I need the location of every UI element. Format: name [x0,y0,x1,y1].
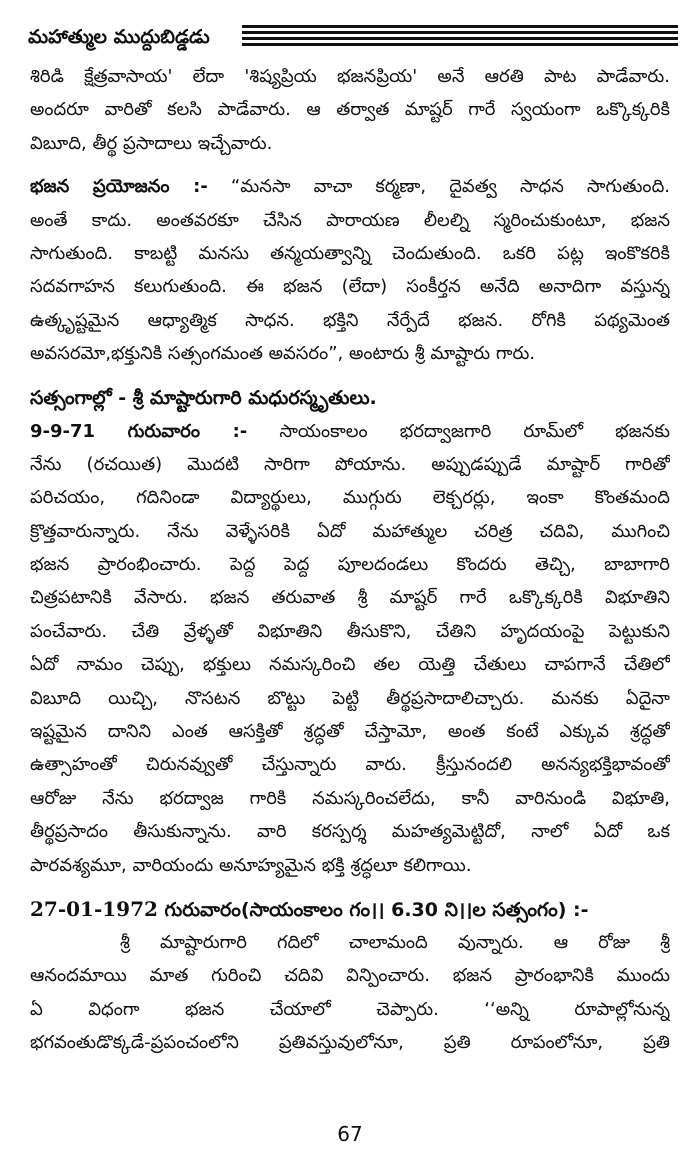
text-line: శ్రీ మాష్టారుగారి గదిలో చాలామంది వున్నారు. ఆ రోజు శ్రీ [120,931,670,953]
text-line: శిరిడి క్షేత్రవాసాయ' లేదా 'శిష్యప్రియ భజనప్రియ' అనే ఆరతి పాట పాడేవారు. [30,66,670,87]
text-line: నేను (రచయిత) మొదటి సారిగా పోయాను. అప్పుడప్పుడే మాష్టార్ గారితో [30,453,670,475]
entry-date: 27-01-1972 [30,896,158,921]
paragraph [30,60,670,160]
text-line: తీర్థప్రసాదం తీసుకున్నాను. వారి కరస్పర్శ మహత్యమెట్టిదో, నాలో ఏదో ఒక [30,821,670,843]
text-line: చిత్రపటానికి వేసారు. భజన తరువాత శ్రీ మాష్టర్ గారే ఒక్కొక్కరికి విభూతిని [30,587,670,609]
text-line: ఆనందమాయి మాత గురించి చదివి విన్పించారు. భజన ప్రారంభానికి ముందు [30,965,670,987]
text-line: పరిచయం, గదినిండా విద్యార్థులు, ముగ్గురు లెక్చరర్లు, ఇంకా కొంతమంది [30,487,670,509]
header-rule-lines [242,25,678,49]
text-line: ఏదో నామం చెప్పు, భక్తులు నమస్కరించి తల యెత్తి చేతులు చాపగానే చేతిలో [30,654,670,676]
running-header [28,22,678,52]
diary-entry [30,892,670,1060]
text-line: ఇష్టమైన దానిని ఎంత ఆసక్తితో శ్రద్ధతో చేస్తామో, అంత కంటే ఎక్కువ శ్రద్ధతో [30,721,670,743]
text-line: విబూది యిచ్చి, నొసటన బొట్టు పెట్టి తీర్థప్రసాదాలిచ్చారు. మనకు ఏదైనా [30,687,670,709]
text-line: అంతే కాదు. అంతవరకూ చేసిన పారాయణ లీలల్ని స్మరించుకుంటూ, భజన [30,209,670,231]
diary-entry [30,415,670,882]
text-line: పారవశ్యమూ, వారియందు అనూహ్యమైన భక్తి శ్రద్ధలూ కలిగాయి. [30,854,472,876]
text-line: ఉత్కృష్టమైన ఆధ్యాత్మిక సాధన. భక్తిని నేర్పేదే భజన. రోగికి పథ్యమెంత [30,309,670,331]
paragraph [30,170,670,370]
text-line: క్రొత్తవారున్నారు. నేను వెళ్ళేసరికి ఏదో మహాత్ముల చరిత్ర చదివి, ముగించి [30,520,670,542]
text-line [30,170,670,203]
text-span: గురువారం(సాయంకాలం గం।। 6.30 ని।।ల సత్సంగం) :- [157,898,589,921]
section-heading: సత్సంగాల్లో - శ్రీ మాష్టారుగారి మధురస్మృతులు. [30,386,377,409]
text-line: భగవంతుడొక్కడే-ప్రపంచంలోని ప్రతివస్తువులోనూ, ప్రతి రూపంలోనూ, ప్రతి [30,1032,670,1054]
text-span: “మనసా వాచా కర్మణా, దైవత్వ సాధన సాగుతుంది. [207,176,670,198]
text-line: ఏ విధంగా భజన చేయాలో చెప్పారు. ‘‘అన్ని రూపాల్లోనున్న [30,998,670,1020]
text-line: సాగుతుంది. కాబట్టి మనసు తన్మయత్వాన్ని చెందుతుంది. ఒకరి పట్ల ఇంకొకరికి [30,242,670,264]
entry-date: 9-9-71 గురువారం :- [30,420,248,442]
text-span: సాయంకాలం భరద్వాజగారి రూమ్‌లో భజనకు [247,420,670,442]
page-number: 67 [337,1122,363,1146]
entry-heading [30,892,670,926]
book-title: మహాత్ముల ముద్దుబిడ్డడు [28,26,210,48]
page-body [30,60,670,1060]
text-line: ఉత్సాహంతో చిరునవ్వుతో చేస్తున్నారు వారు. క్రీస్తునందలి అనన్యభక్తిభావంతో [30,754,670,776]
paragraph-lead: భజన ప్రయోజనం :- [30,176,208,198]
text-line: ఆరోజు నేను భరద్వాజ గారికి నమస్కరించలేదు, కానీ వారినుండి విభూతి, [30,787,670,809]
text-line: విబూది, తీర్థ ప్రసాదాలు ఇచ్చేవారు. [30,132,273,154]
text-line: పంచేవారు. చేతి వ్రేళ్ళతో విభూతిని తీసుకొని, చేతిని హృదయంపై పెట్టుకుని [30,620,670,642]
text-line [30,415,670,448]
text-line: సదవగాహన కలుగుతుంది. ఈ భజన (లేదా) సంకీర్తన అనేది అనాదిగా వస్తున్న [30,276,670,298]
text-line: అవసరమో,భక్తునికి సత్సంగమంత అవసరం”, అంటారు శ్రీ మాష్టారు గారు. [30,343,536,365]
text-line: అందరూ వారితో కలసి పాడేవారు. ఆ తర్వాత మాష్టర్ గారే స్వయంగా ఒక్కొక్కరికి [30,99,670,121]
text-line: భజన ప్రారంభించారు. పెద్ద పెద్ద పూలదండలు కొందరు తెచ్చి, బాబాగారి [30,554,670,576]
